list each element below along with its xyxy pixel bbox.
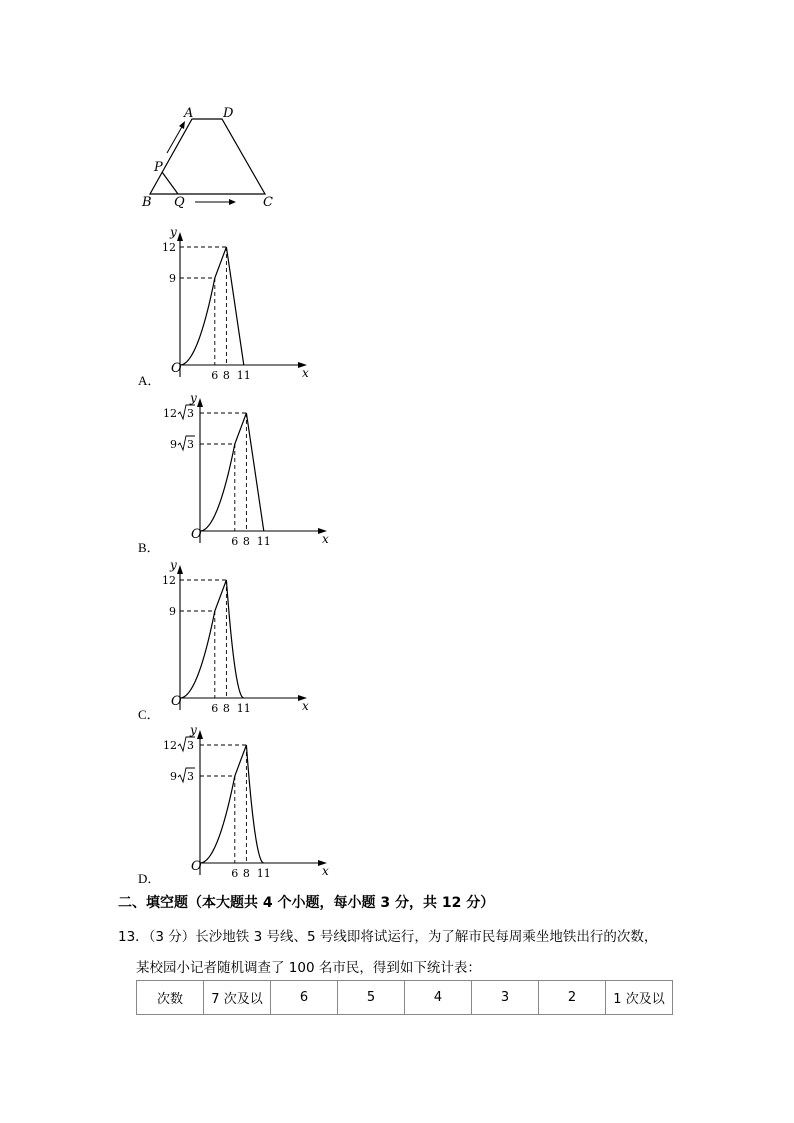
- function-curve: [200, 745, 264, 863]
- x-tick-label: 11: [256, 867, 271, 880]
- y-axis-label: y: [190, 723, 197, 737]
- option-d-graph: [160, 722, 330, 882]
- y-axis-arrow-icon: [197, 730, 203, 739]
- option-c-graph: [160, 557, 320, 717]
- y-tick-label: 12: [162, 574, 176, 587]
- label-p: P: [154, 160, 163, 175]
- question-13-line-1: 13．（3 分）长沙地铁 3 号线、5 号线即将试运行，为了解市民每周乘坐地铁出行的次数，: [118, 929, 658, 945]
- y-tick-label: 9: [169, 605, 176, 618]
- y-axis-label: y: [170, 558, 177, 572]
- table-row: [137, 981, 673, 1015]
- x-axis-label: x: [322, 864, 329, 878]
- function-curve: [200, 413, 264, 531]
- table-cell: 4: [405, 981, 472, 1015]
- label-c: C: [263, 195, 273, 210]
- x-tick-label: 11: [236, 369, 251, 382]
- x-axis-label: x: [302, 699, 309, 713]
- option-b-letter: B．: [138, 540, 160, 555]
- origin-label: O: [171, 694, 182, 709]
- sqrt-radicand: 3: [187, 770, 194, 783]
- x-tick-label: 11: [236, 702, 251, 715]
- function-curve: [180, 580, 244, 698]
- origin-label: O: [171, 361, 182, 376]
- option-c-letter: C．: [138, 707, 160, 722]
- table-cell: 1 次及以: [606, 981, 673, 1015]
- y-tick-coefficient: 9: [170, 770, 177, 783]
- table-cell: 7 次及以: [204, 981, 271, 1015]
- question-13-line-2: 某校园小记者随机调查了 100 名市民，得到如下统计表：: [136, 960, 481, 976]
- x-tick-label: 6: [231, 535, 239, 548]
- option-a-graph: [160, 224, 320, 384]
- trapezoid-figure: [135, 100, 285, 215]
- option-a-letter: A．: [138, 373, 161, 388]
- option-d-letter: D．: [138, 871, 161, 886]
- sqrt-radicand: 3: [187, 407, 194, 420]
- y-axis-arrow-icon: [177, 232, 183, 241]
- section-title: 二、填空题（本大题共 4 个小题，每小题 3 分，共 12 分）: [118, 895, 495, 911]
- origin-label: O: [191, 859, 202, 874]
- y-axis-arrow-icon: [177, 565, 183, 574]
- x-axis-label: x: [322, 532, 329, 546]
- x-tick-label: 6: [231, 867, 239, 880]
- x-tick-label: 11: [256, 535, 271, 548]
- table-cell: 2: [539, 981, 606, 1015]
- y-axis-label: y: [170, 225, 177, 239]
- label-a: A: [184, 106, 194, 121]
- table-cell: 次数: [137, 981, 204, 1015]
- label-d: D: [223, 106, 234, 121]
- function-curve: [180, 247, 244, 365]
- option-b-graph: [160, 390, 330, 550]
- x-tick-label: 8: [222, 702, 230, 715]
- x-tick-label: 8: [242, 535, 250, 548]
- table-cell: 3: [472, 981, 539, 1015]
- label-b: B: [142, 195, 152, 210]
- y-tick-label: 9: [169, 272, 176, 285]
- x-tick-label: 6: [211, 369, 219, 382]
- sqrt-radicand: 3: [187, 739, 194, 752]
- y-axis-label: y: [190, 391, 197, 405]
- label-q: Q: [174, 195, 185, 210]
- statistics-table: [136, 980, 673, 1015]
- x-tick-label: 8: [222, 369, 230, 382]
- origin-label: O: [191, 527, 202, 542]
- y-tick-coefficient: 12: [163, 739, 177, 752]
- x-axis-label: x: [302, 366, 309, 380]
- table-cell: 6: [271, 981, 338, 1015]
- table-cell: 5: [338, 981, 405, 1015]
- x-tick-label: 6: [211, 702, 219, 715]
- sqrt-radicand: 3: [187, 438, 194, 451]
- y-axis-arrow-icon: [197, 398, 203, 407]
- y-tick-coefficient: 12: [163, 407, 177, 420]
- y-tick-label: 12: [162, 241, 176, 254]
- y-tick-coefficient: 9: [170, 438, 177, 451]
- x-tick-label: 8: [242, 867, 250, 880]
